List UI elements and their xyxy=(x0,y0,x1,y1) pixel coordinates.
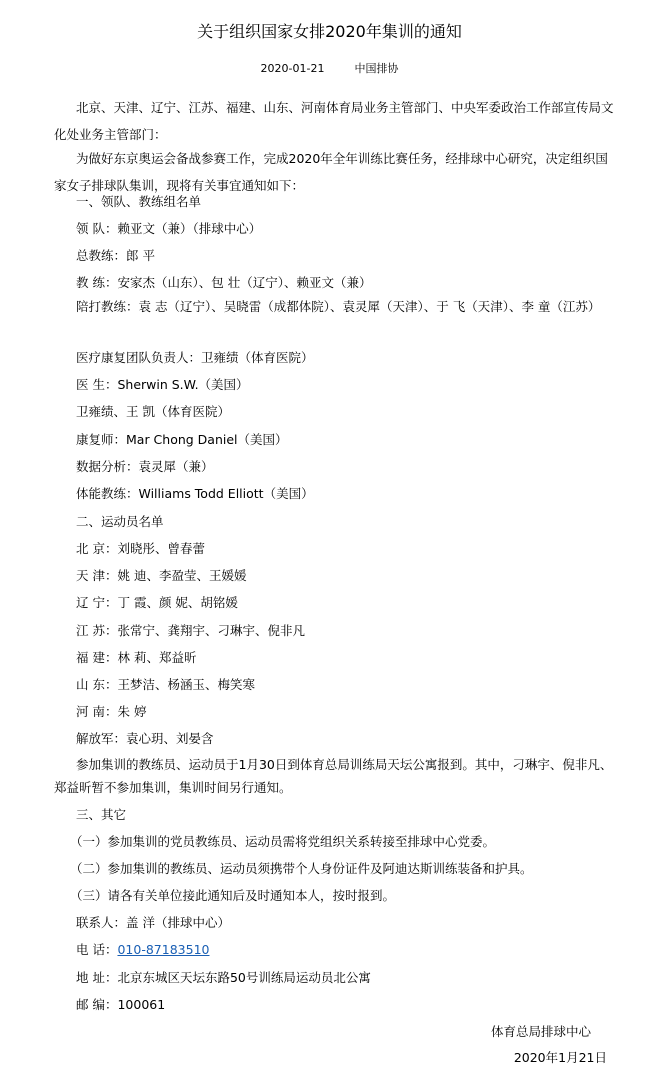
other-item: （一）参加集训的党员教练员、运动员需将党组织关系转接至排球中心党委。 xyxy=(70,834,496,849)
staff-medical-lead: 医疗康复团队负责人：卫雍绩（体育医院） xyxy=(76,350,314,365)
athlete-row: 福 建：林 莉、郑益昕 xyxy=(76,650,197,665)
contact-phone-label: 电 话： xyxy=(76,942,118,957)
staff-fitness: 体能教练：Williams Todd Elliott（美国） xyxy=(76,486,314,501)
publish-meta xyxy=(0,60,659,78)
athlete-row: 山 东：王梦洁、杨涵玉、梅笑寒 xyxy=(76,677,255,692)
staff-coaches: 教 练：安家杰（山东）、包 壮（辽宁）、赖亚文（兼） xyxy=(76,275,372,290)
contact-postcode: 邮 编：100061 xyxy=(76,997,166,1012)
other-item: （三）请各有关单位接此通知后及时通知本人，按时报到。 xyxy=(70,888,396,903)
athlete-row: 解放军：袁心玥、刘晏含 xyxy=(76,731,214,746)
staff-sparring: 陪打教练：袁 志（辽宁）、吴晓雷（成都体院）、袁灵犀（天津）、于 飞（天津）、李 童（江苏） xyxy=(76,299,601,314)
signature-org: 体育总局排球中心 xyxy=(490,1024,591,1039)
signature-date: 2020年1月21日 xyxy=(513,1050,607,1065)
other-item: （二）参加集训的教练员、运动员须携带个人身份证件及阿迪达斯训练装备和护具。 xyxy=(70,861,533,876)
page-title: 关于组织国家女排2020年集训的通知 xyxy=(197,22,462,41)
publish-source: 中国排协 xyxy=(354,62,399,75)
section-heading-staff: 一、领队、教练组名单 xyxy=(76,194,202,209)
athlete-row: 江 苏：张常宁、龚翔宇、刁琳宇、倪非凡 xyxy=(76,623,305,638)
staff-doctor: 医 生：Sherwin S.W.（美国） xyxy=(76,377,249,392)
contact-person: 联系人：盖 洋（排球中心） xyxy=(76,915,230,930)
staff-leader: 领 队：赖亚文（兼）（排球中心） xyxy=(76,221,262,236)
recipients-paragraph: 北京、天津、辽宁、江苏、福建、山东、河南体育局业务主管部门、中央军委政治工作部宣传局文化处业务主管部门： xyxy=(54,100,614,142)
athlete-row: 北 京：刘晓彤、曾春蕾 xyxy=(76,541,205,556)
intro-paragraph: 为做好东京奥运会备战参赛工作，完成2020年全年训练比赛任务，经排球中心研究，决定组织国家女子排球队集训，现将有关事宜通知如下： xyxy=(54,151,608,193)
publish-date: 2020-01-21 xyxy=(260,62,325,75)
contact-address: 地 址：北京东城区天坛东路50号训练局运动员北公寓 xyxy=(76,970,371,985)
athlete-row: 河 南：朱 婷 xyxy=(76,704,147,719)
report-paragraph: 参加集训的教练员、运动员于1月30日到体育总局训练局天坛公寓报到。其中，刁琳宇、倪非凡、郑益昕暂不参加集训，集训时间另行通知。 xyxy=(54,757,613,795)
staff-rehab: 康复师：Mar Chong Daniel（美国） xyxy=(76,432,288,447)
staff-head-coach: 总教练：郎 平 xyxy=(76,248,155,263)
staff-analysis: 数据分析：袁灵犀（兼） xyxy=(76,459,214,474)
contact-phone-link[interactable]: 010-87183510 xyxy=(117,942,210,957)
staff-doctor-2: 卫雍绩、王 凯（体育医院） xyxy=(76,404,230,419)
section-heading-other: 三、其它 xyxy=(76,807,127,822)
section-heading-athletes: 二、运动员名单 xyxy=(76,514,164,529)
contact-phone-row xyxy=(76,940,621,960)
athlete-row: 天 津：姚 迪、李盈莹、王媛媛 xyxy=(76,568,247,583)
athlete-row: 辽 宁：丁 霞、颜 妮、胡铭媛 xyxy=(76,595,238,610)
